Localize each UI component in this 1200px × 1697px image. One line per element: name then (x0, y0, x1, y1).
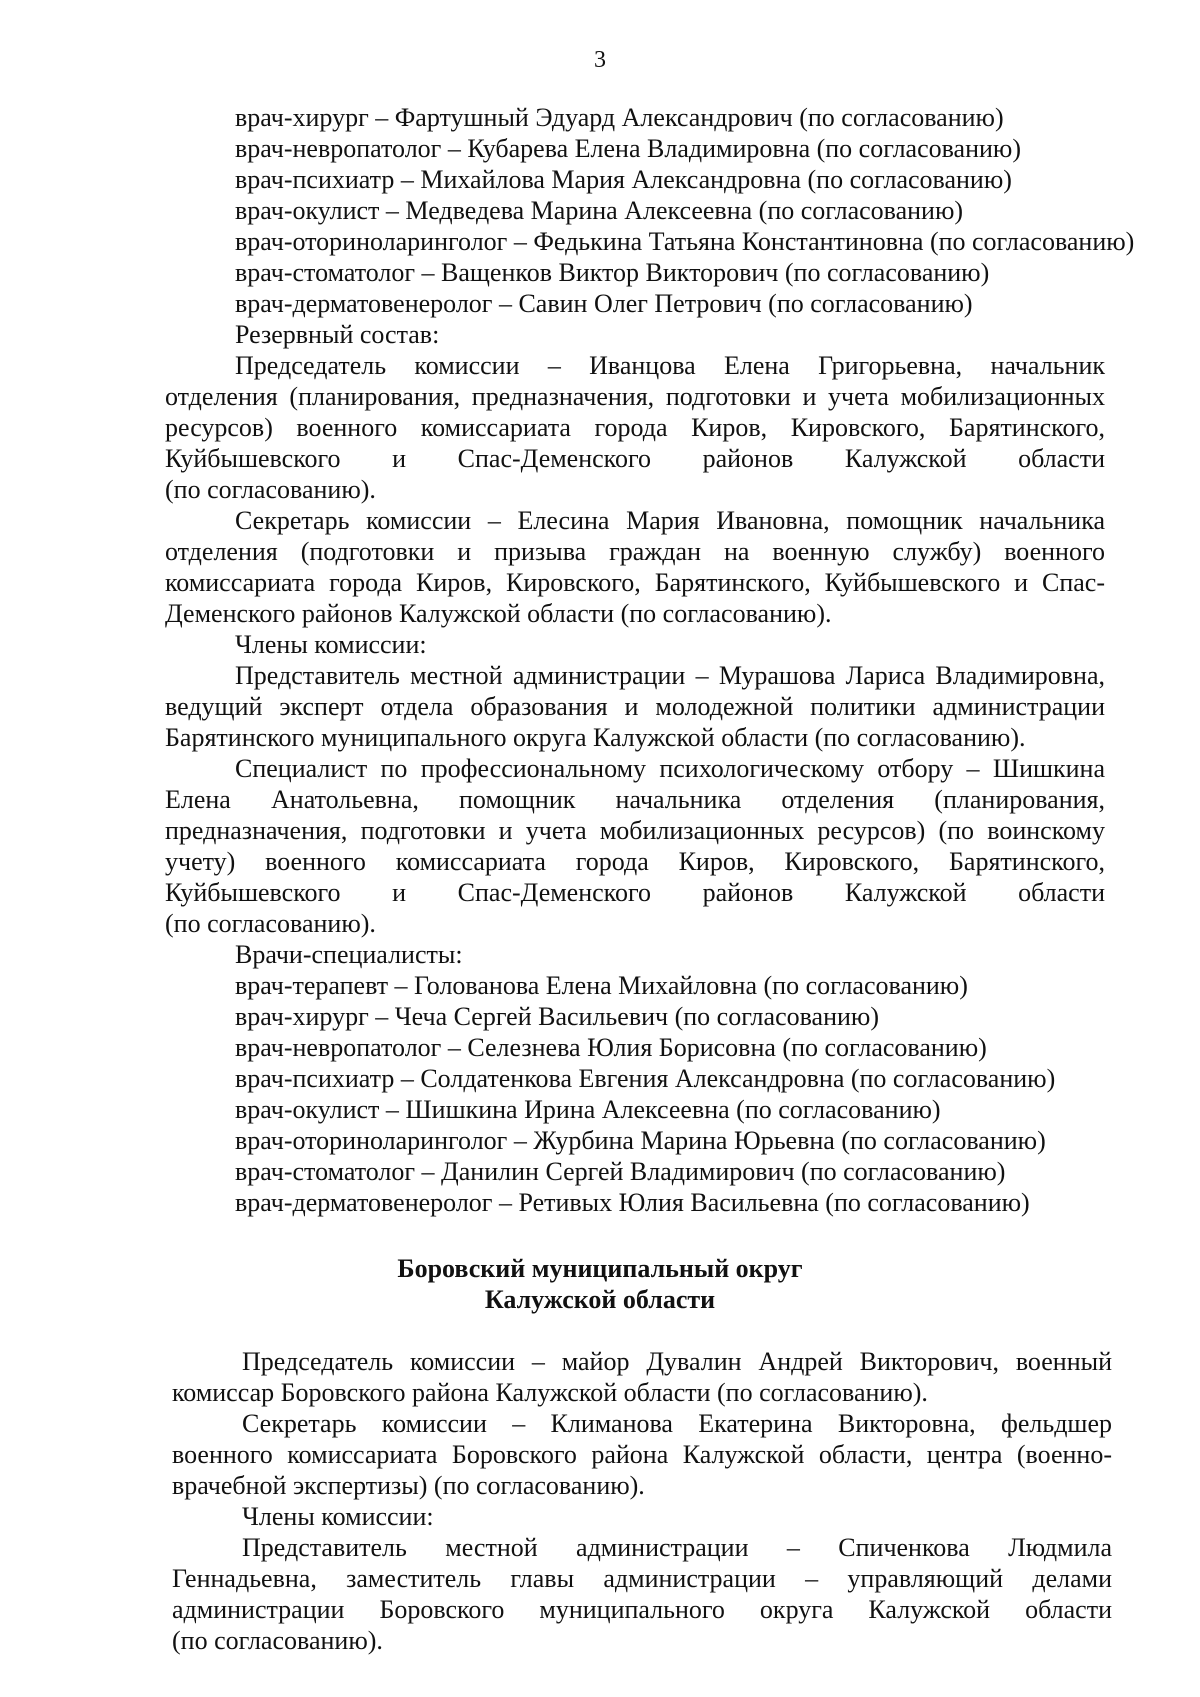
paragraph-line: Деменского районов Калужской области (по согласованию). (165, 599, 832, 628)
doctor-line: врач-оториноларинголог – Журбина Марина Юрьевна (по согласованию) (235, 1126, 1046, 1155)
paragraph-line: врачебной экспертизы) (по согласованию). (172, 1471, 645, 1500)
paragraph-line: Геннадьевна, заместитель главы администрации – управляющий делами (172, 1564, 1112, 1593)
paragraph-line: Специалист по профессиональному психологическому отбору – Шишкина (235, 754, 1105, 783)
doctor-line: врач-дерматовенеролог – Савин Олег Петрович (по согласованию) (235, 289, 973, 318)
reserve-psychologist-paragraph (165, 753, 1105, 939)
paragraph-line: отделения (планирования, предназначения, подготовки и учета мобилизационных (165, 382, 1105, 411)
paragraph-line: Представитель местной администрации – Мурашова Лариса Владимировна, (235, 661, 1105, 690)
section-heading (0, 1253, 1200, 1315)
doctor-line: врач-окулист – Шишкина Ирина Алексеевна (по согласованию) (235, 1095, 941, 1124)
paragraph-line: Представитель местной администрации – Спиченкова Людмила (242, 1533, 1112, 1562)
heading-line: Боровский муниципальный округ (397, 1254, 803, 1283)
paragraph-line: ресурсов) военного комиссариата города Киров, Кировского, Барятинского, (165, 413, 1105, 442)
doctor-line: врач-хирург – Фартушный Эдуард Александрович (по согласованию) (235, 103, 1004, 132)
paragraph-line: Председатель комиссии – майор Дувалин Андрей Викторович, военный (242, 1347, 1112, 1376)
doctor-line: врач-стоматолог – Данилин Сергей Владимирович (по согласованию) (235, 1157, 1006, 1186)
paragraph-line: предназначения, подготовки и учета мобилизационных ресурсов) (по воинскому (165, 816, 1105, 845)
reserve-chairman-paragraph (165, 350, 1105, 505)
paragraph-line: Елена Анатольевна, помощник начальника отделения (планирования, (165, 785, 1105, 814)
page-number: 3 (594, 47, 606, 73)
paragraph-line: ведущий эксперт отдела образования и молодежной политики администрации (165, 692, 1105, 721)
doctor-line: врач-дерматовенеролог – Ретивых Юлия Васильевна (по согласованию) (235, 1188, 1030, 1217)
paragraph-line: (по согласованию). (165, 909, 376, 938)
borovsky-chairman-paragraph (172, 1346, 1112, 1408)
doctor-line: врач-терапевт – Голованова Елена Михайловна (по согласованию) (235, 971, 968, 1000)
paragraph-line: (по согласованию). (172, 1626, 383, 1655)
members-label: Члены комиссии: (242, 1502, 434, 1531)
doctor-line: врач-окулист – Медведева Марина Алексеевна (по согласованию) (235, 196, 964, 225)
paragraph-line: (по согласованию). (165, 475, 376, 504)
paragraph-line: Куйбышевского и Спас-Деменского районов Калужской области (165, 878, 1105, 907)
members-label: Члены комиссии: (235, 630, 427, 659)
doctor-line: врач-невропатолог – Кубарева Елена Владимировна (по согласованию) (235, 134, 1022, 163)
paragraph-line: администрации Боровского муниципального округа Калужской области (172, 1595, 1112, 1624)
paragraph-line: учету) военного комиссариата города Киров, Кировского, Барятинского, (165, 847, 1105, 876)
doctor-line: врач-невропатолог – Селезнева Юлия Борисовна (по согласованию) (235, 1033, 987, 1062)
doctors-main-list (165, 102, 1135, 1218)
reserve-label: Резервный состав: (235, 320, 440, 349)
borovsky-section (172, 1346, 1112, 1656)
paragraph-line: Секретарь комиссии – Елесина Мария Ивановна, помощник начальника (235, 506, 1105, 535)
paragraph-line: Куйбышевского и Спас-Деменского районов Калужской области (165, 444, 1105, 473)
reserve-local-admin-paragraph (165, 660, 1105, 753)
borovsky-secretary-paragraph (172, 1408, 1112, 1501)
paragraph-line: комиссар Боровского района Калужской области (по согласованию). (172, 1378, 928, 1407)
doctor-line: врач-психиатр – Михайлова Мария Александровна (по согласованию) (235, 165, 1012, 194)
doctor-line: врач-психиатр – Солдатенкова Евгения Александровна (по согласованию) (235, 1064, 1056, 1093)
borovsky-local-admin-paragraph (172, 1532, 1112, 1656)
paragraph-line: отделения (подготовки и призыва граждан на военную службу) военного (165, 537, 1105, 566)
paragraph-line: Секретарь комиссии – Климанова Екатерина Викторовна, фельдшер (242, 1409, 1112, 1438)
paragraph-line: Председатель комиссии – Иванцова Елена Григорьевна, начальник (235, 351, 1105, 380)
reserve-secretary-paragraph (165, 505, 1105, 629)
heading-line: Калужской области (484, 1285, 716, 1314)
specialists-label: Врачи-специалисты: (235, 940, 463, 969)
doctor-line: врач-оториноларинголог – Федькина Татьяна Константиновна (по согласованию) (235, 227, 1135, 256)
paragraph-line: военного комиссариата Боровского района Калужской области, центра (военно- (172, 1440, 1112, 1469)
paragraph-line: комиссариата города Киров, Кировского, Барятинского, Куйбышевского и Спас- (165, 568, 1105, 597)
paragraph-line: Барятинского муниципального округа Калужской области (по согласованию). (165, 723, 1026, 752)
doctor-line: врач-стоматолог – Ващенков Виктор Викторович (по согласованию) (235, 258, 990, 287)
doctor-line: врач-хирург – Чеча Сергей Васильевич (по согласованию) (235, 1002, 879, 1031)
